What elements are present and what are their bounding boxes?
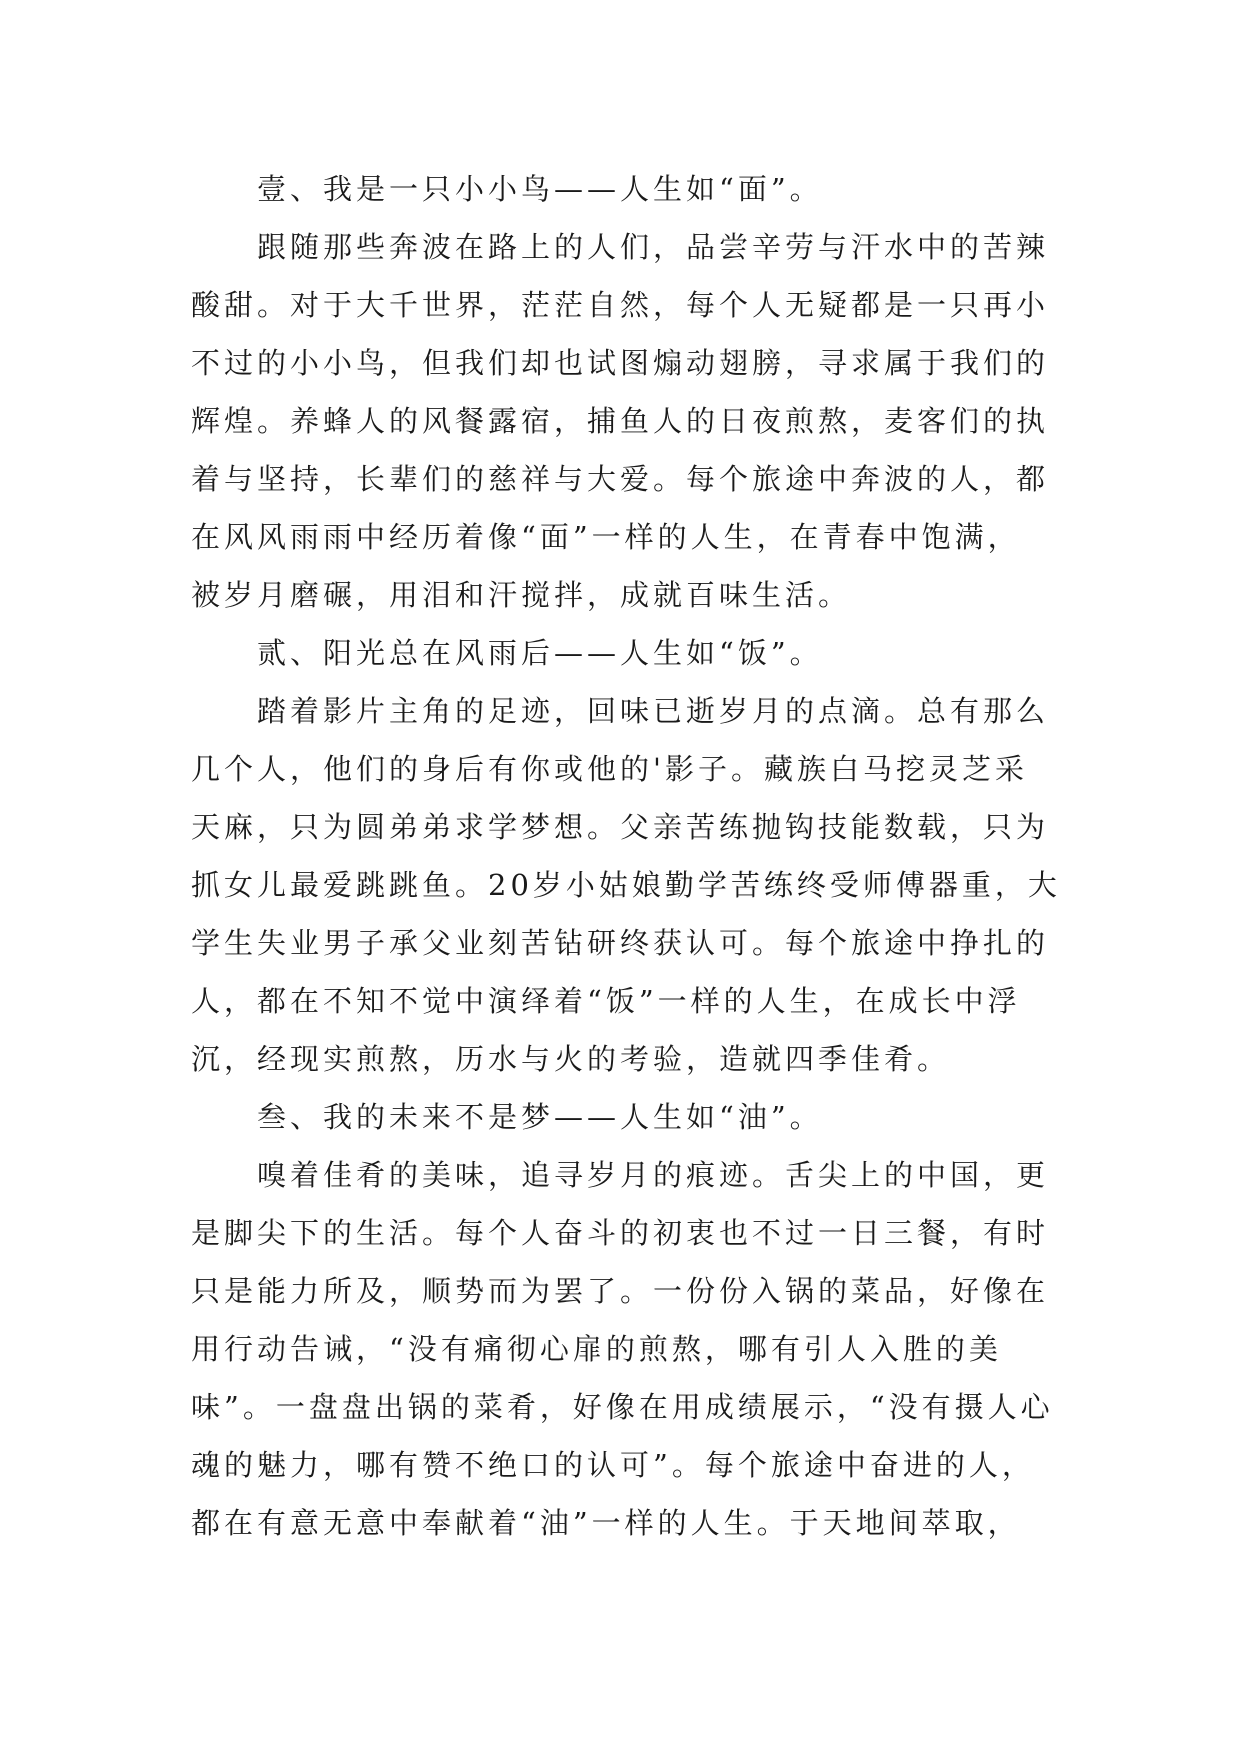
text-line: 踏着影片主角的足迹，回味已逝岁月的点滴。总有那么 [257,694,1050,728]
text-line: 只是能力所及，顺势而为罢了。一份份入锅的菜品，好像在 [191,1274,1050,1308]
text-line: 味”。一盘盘出锅的菜肴，好像在用成绩展示，“没有摄人心 [191,1390,1054,1424]
text-line: 学生失业男子承父业刻苦钻研终获认可。每个旅途中挣扎的 [191,926,1050,960]
text-line: 沉，经现实煎熬，历水与火的考验，造就四季佳肴。 [191,1042,951,1076]
text-line: 辉煌。养蜂人的风餐露宿，捕鱼人的日夜煎熬，麦客们的执 [191,404,1050,438]
text-line: 魂的魅力，哪有赞不绝口的认可”。每个旅途中奋进的人， [191,1448,1035,1482]
text-line: 在风风雨雨中经历着像“面”一样的人生，在青春中饱满， [191,520,1021,554]
text-line: 酸甜。对于大千世界，茫茫自然，每个人无疑都是一只再小 [191,288,1050,322]
text-line: 天麻，只为圆弟弟求学梦想。父亲苦练抛钩技能数载，只为 [191,810,1050,844]
text-line: 抓女儿最爱跳跳鱼。20岁小姑娘勤学苦练终受师傅器重，大 [191,868,1061,902]
text-line: 用行动告诫，“没有痛彻心扉的煎熬，哪有引人入胜的美 [191,1332,1002,1366]
document-body [191,160,1061,1552]
text-line: 着与坚持，长辈们的慈祥与大爱。每个旅途中奔波的人，都 [191,462,1050,496]
text-line: 不过的小小鸟，但我们却也试图煽动翅膀，寻求属于我们的 [191,346,1050,380]
text-line: 被岁月磨碾，用泪和汗搅拌，成就百味生活。 [191,578,852,612]
section-heading-3: 叁、我的未来不是梦——人生如“油”。 [257,1100,823,1134]
text-line: 几个人，他们的身后有你或他的'影子。藏族白马挖灵芝采 [191,752,1028,786]
text-line: 嗅着佳肴的美味，追寻岁月的痕迹。舌尖上的中国，更 [257,1158,1050,1192]
section-heading-2: 贰、阳光总在风雨后——人生如“饭”。 [257,636,823,670]
text-line: 人，都在不知不觉中演绎着“饭”一样的人生，在成长中浮 [191,984,1021,1018]
text-line: 都在有意无意中奉献着“油”一样的人生。于天地间萃取， [191,1506,1021,1540]
text-line: 跟随那些奔波在路上的人们，品尝辛劳与汗水中的苦辣 [257,230,1050,264]
section-heading-1: 壹、我是一只小小鸟——人生如“面”。 [257,172,823,206]
text-line: 是脚尖下的生活。每个人奋斗的初衷也不过一日三餐，有时 [191,1216,1050,1250]
